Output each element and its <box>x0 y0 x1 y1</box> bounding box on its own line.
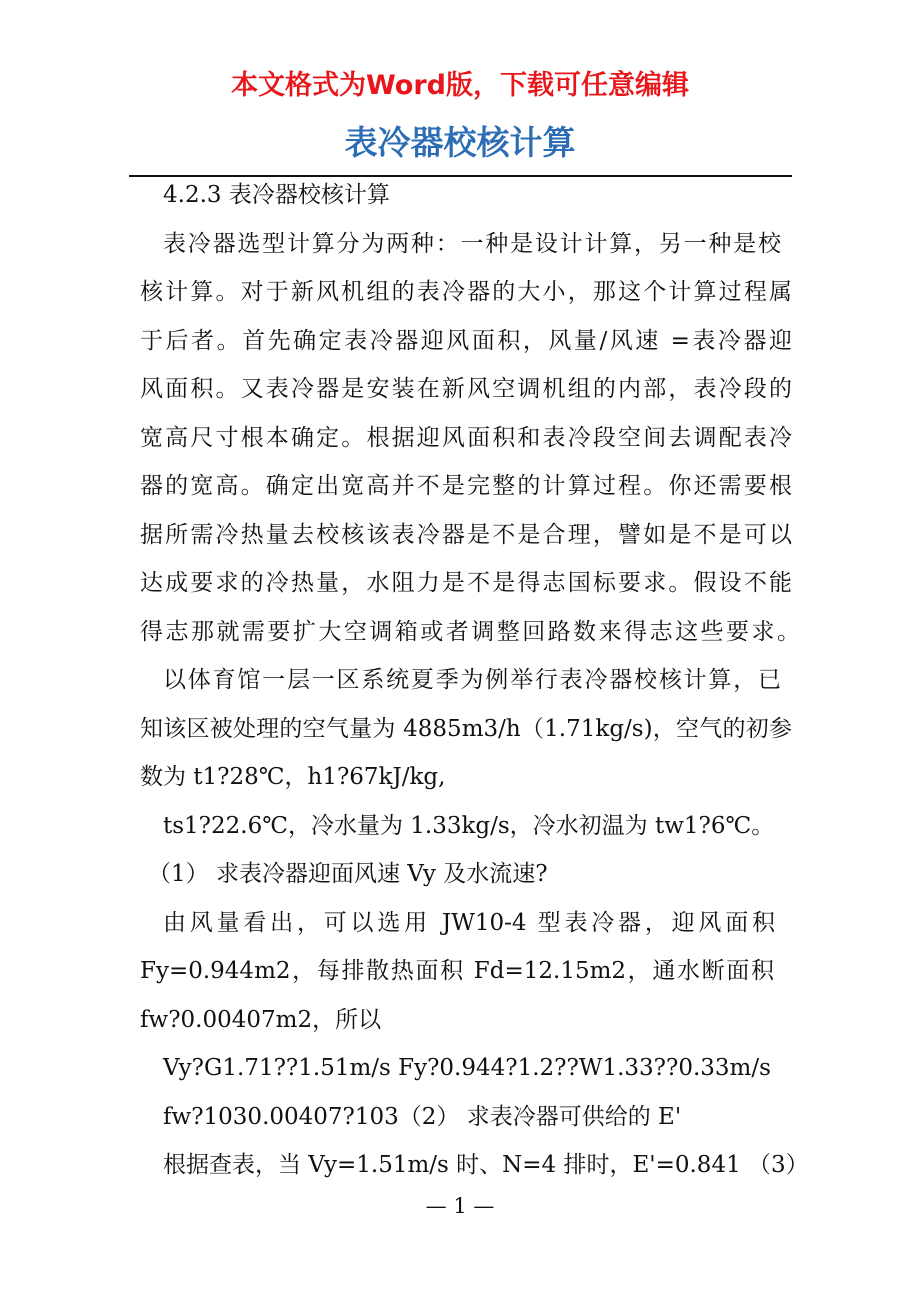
text-line: 以体育馆一层一区系统夏季为例举行表冷器校核计算，已 <box>163 667 781 693</box>
text-line: 核计算。对于新风机组的表冷器的大小，那这个计算过程属 <box>140 279 792 305</box>
text-line: 数为 t1?28℃，h1?67kJ/kg, <box>140 764 446 790</box>
text-line: 表冷器选型计算分为两种：一种是设计计算，另一种是校 <box>163 231 781 257</box>
section-heading: 4.2.3 表冷器校核计算 <box>163 182 390 208</box>
text-line: ts1?22.6℃，冷水量为 1.33kg/s，冷水初温为 tw1?6℃。 <box>163 813 775 839</box>
text-line: 宽高尺寸根本确定。根据迎风面积和表冷段空间去调配表冷 <box>140 425 792 451</box>
text-line: 得志那就需要扩大空调箱或者调整回路数来得志这些要求。 <box>140 619 800 645</box>
text-line: Fy=0.944m2，每排散热面积 Fd=12.15m2，通水断面积 <box>140 958 774 984</box>
text-line: 于后者。首先确定表冷器迎风面积，风量/风速 =表冷器迎 <box>140 328 792 354</box>
page-number: — 1 — <box>425 1194 495 1218</box>
text-line: fw?0.00407m2，所以 <box>140 1007 382 1033</box>
text-line: 达成要求的冷热量，水阻力是不是得志国标要求。假设不能 <box>140 570 792 596</box>
text-line: 风面积。又表冷器是安装在新风空调机组的内部，表冷段的 <box>140 376 792 402</box>
text-line: 器的宽高。确定出宽高并不是完整的计算过程。你还需要根 <box>140 473 792 499</box>
text-line: 知该区被处理的空气量为 4885m3/h（1.71kg/s)，空气的初参 <box>140 716 792 742</box>
download-banner: 本文格式为Word版，下载可任意编辑 <box>230 70 689 101</box>
document-title: 表冷器校核计算 <box>344 123 576 162</box>
text-line: 据所需冷热量去校核该表冷器是不是合理，譬如是不是可以 <box>140 522 792 548</box>
list-item-heading: （1） 求表冷器迎面风速 Vy 及水流速? <box>148 861 548 887</box>
formula-line: fw?1030.00407?103（2） 求表冷器可供给的 E' <box>163 1104 682 1130</box>
text-line: 根据查表，当 Vy=1.51m/s 时、N=4 排时，E'=0.841 （3） <box>163 1152 809 1178</box>
text-line: 由风量看出，可以选用 JW10-4 型表冷器，迎风面积 <box>163 910 775 936</box>
formula-line: Vy?G1.71??1.51m/s Fy?0.944?1.2??W1.33??0.33m/s <box>163 1055 771 1081</box>
